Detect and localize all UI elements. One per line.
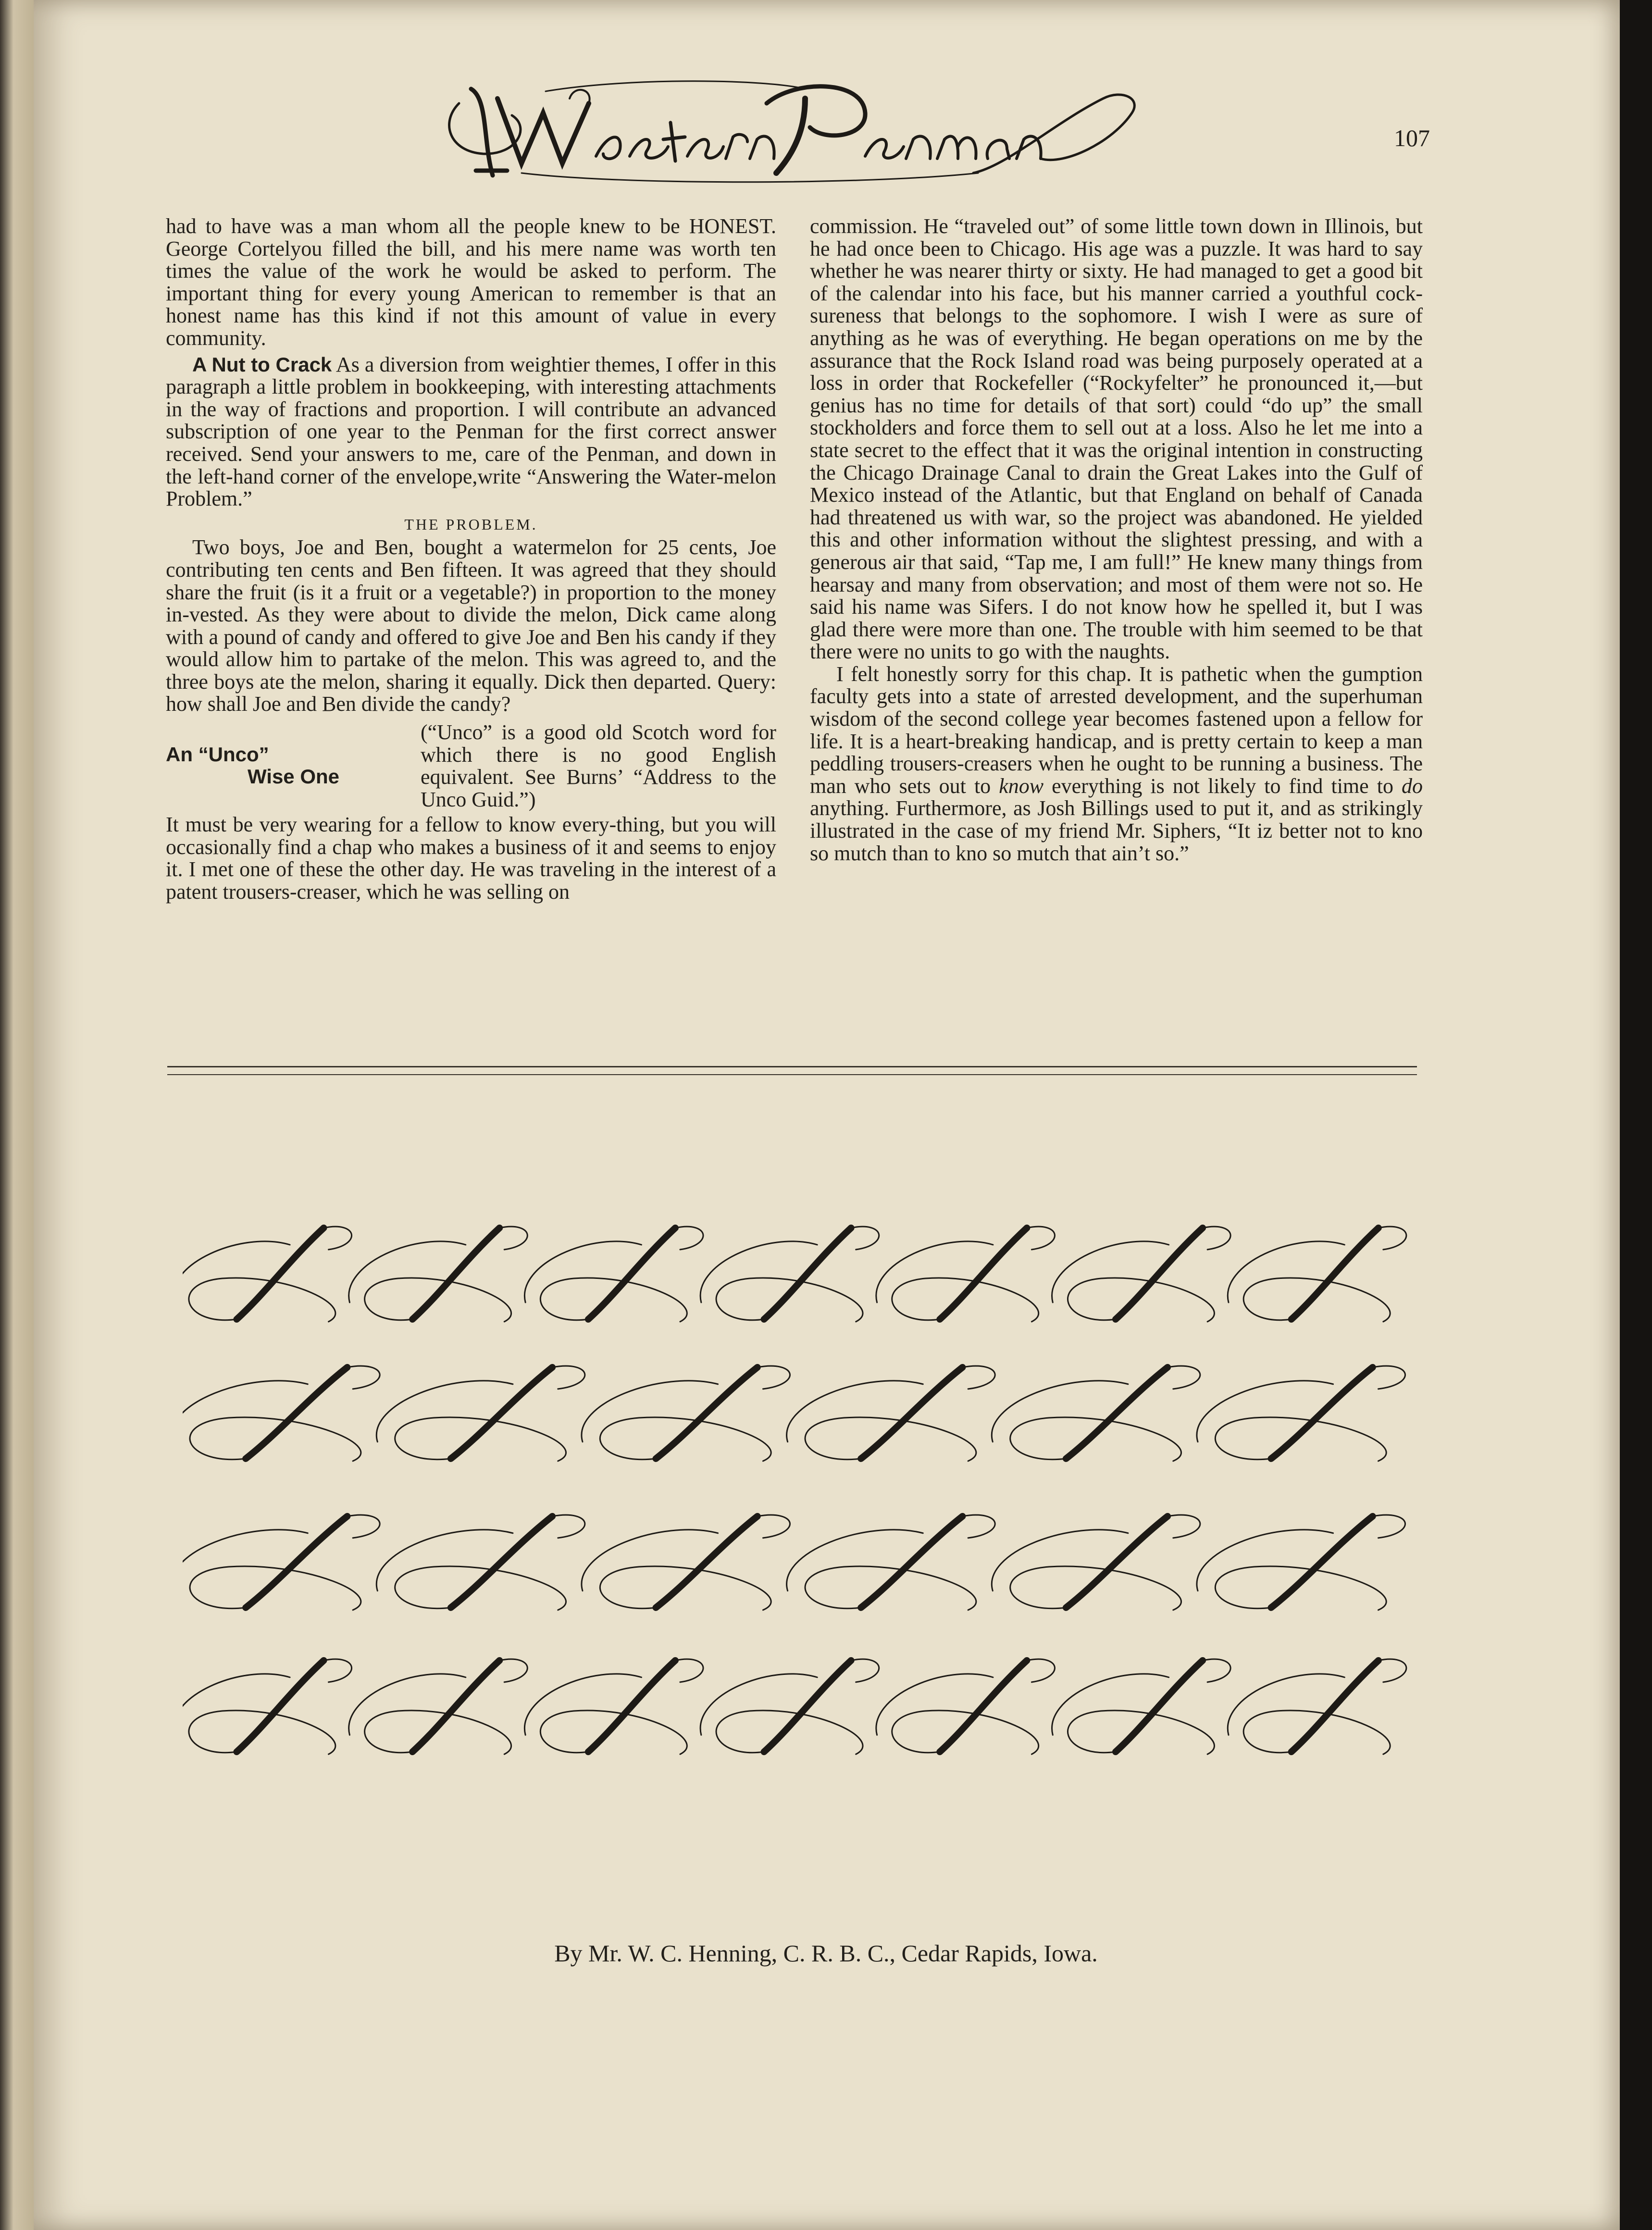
capital-x — [876, 1659, 1055, 1754]
left-column — [166, 215, 776, 903]
masthead-logo — [430, 70, 1156, 195]
nut-heading: A Nut to Crack — [192, 353, 332, 376]
capital-u — [349, 1659, 528, 1754]
nut-text: As a diversion from weightier themes, I offer in this paragraph a little problem in bookkeeping, with interesting attachments in the way of fractions and proportion. I will contribute an advanced subscription of one year to the Penman for the first correct answer received. Send your answers to me, care of the Penman, and down in the left-hand corner of the envelope,write “Answering the Water-melon Problem.” — [166, 352, 776, 511]
right-paragraph-2-b: everything is not likely to find time to — [1043, 774, 1402, 798]
unco-text: It must be very wearing for a fellow to know every-thing, but you will occasionally find a chap who makes a business of it and seems to enjoy it. I met one of these the other day. He was traveling in the interest of a patent trousers-creaser, which he was selling on — [166, 813, 776, 904]
capital-o — [376, 1515, 585, 1610]
binding-edge — [1620, 0, 1652, 2230]
capital-m — [1197, 1366, 1405, 1461]
unco-block — [166, 720, 776, 811]
capital-r — [992, 1515, 1200, 1610]
capital-y — [1052, 1659, 1231, 1754]
ornamental-capitals — [183, 1206, 1413, 1841]
capital-b — [349, 1226, 528, 1322]
capital-q — [787, 1515, 995, 1610]
capital-g — [1228, 1226, 1406, 1322]
right-paragraph-2 — [810, 663, 1423, 865]
problem-heading: THE PROBLEM. — [404, 515, 538, 533]
unco-heading-line2: Wise One — [248, 765, 340, 788]
capital-j — [582, 1366, 790, 1461]
unco-heading — [166, 743, 411, 788]
problem-text: Two boys, Joe and Ben, bought a watermelon for 25 cents, Joe contributing ten cents and Ben fifteen. It was agreed that they should share the fruit (is it a fruit or a vegetable?) in proportion to the money in-vested. As they were about to divide the melon, Dick came along with a pound of candy and offered to give Joe and Ben his candy if they would allow him to partake of the melon. This was agreed to, and the three boys ate the melon, sharing it equally. Dick then departed. Query: how shall Joe and Ben divide the candy? — [166, 535, 776, 716]
right-column — [810, 215, 1423, 865]
double-rule-divider — [167, 1066, 1417, 1075]
capital-d — [700, 1226, 879, 1322]
capital-z — [1228, 1659, 1406, 1754]
previous-page-edge — [0, 0, 34, 2230]
capital-h — [183, 1366, 380, 1461]
capital-k — [787, 1366, 995, 1461]
capital-e — [876, 1226, 1055, 1322]
page-number: 107 — [1394, 124, 1430, 151]
emphasis-do: do — [1402, 774, 1423, 798]
capital-f — [1052, 1226, 1231, 1322]
capital-w — [700, 1659, 879, 1754]
credit-line: By Mr. W. C. Henning, C. R. B. C., Cedar Rapids, Iowa. — [554, 1940, 1098, 1967]
capital-l — [992, 1366, 1200, 1461]
right-paragraph-1: commission. He “traveled out” of some little town down in Illinois, but he had once been to Chicago. His age was a puzzle. It was hard to say whether he was nearer thirty or sixty. He had managed to get a good bit of the calendar into his face, but his manner carried a youthful cock-sureness that belongs to the sophomore. I wish I were as sure of anything as he was of everything. He began operations on me by the assurance that the Rock Island road was being purposely operated at a loss in order that Rockefeller (“Rockyfelter” he pronounced it,—but genius has no time for details of that sort) could “do up” the small stockholders and force them to sell out at a loss. Also he let me into a state secret to the effect that it was the original intention in constructing the Chicago Drainage Canal to drain the Great Lakes into the Gulf of Mexico instead of the Atlantic, but that England on behalf of Canada had threatened us with war, so the project was abandoned. He yielded this and other information without the slightest pressing, and with a generous air that said, “Tap me, I am full!” He knew many things from hearsay and many from observation; and most of them were not so. He said his name was Sifers. I do not know how he spelled it, but I was glad there were more than one. The trouble with him seemed to be that there were no units to go with the naughts. — [810, 214, 1423, 664]
right-paragraph-2-a: I felt honestly sorry for this chap. It is pathetic when the gumption faculty gets into a state of arrested development, and the superhuman wisdom of the second college year becomes fastened upon a fellow for life. It is a heart-breaking handicap, and is pretty certain to keep a man peddling trousers-creasers when he ought to be running a business. The man who sets out to — [810, 662, 1423, 798]
capital-t — [183, 1659, 352, 1754]
capital-a — [183, 1226, 352, 1322]
emphasis-know: know — [999, 774, 1044, 798]
left-paragraph-1: had to have was a man whom all the people knew to be HONEST. George Cortelyou filled the bill, and his mere name was worth ten times the value of the work he would be asked to perform. The important thing for every young American to remember is that an honest name has this kind if not this amount of value in every community. — [166, 214, 776, 350]
capital-i — [376, 1366, 585, 1461]
capital-v — [524, 1659, 703, 1754]
unco-note: (“Unco” is a good old Scotch word for which there is no good English equivalent. See Burns’ “Address to the Unco Guid.”) — [421, 720, 776, 811]
capital-s — [1197, 1515, 1405, 1610]
right-paragraph-2-c: anything. Furthermore, as Josh Billings used to put it, and as strikingly illustrated in the case of my friend Mr. Siphers, “It iz better not to kno so mutch than to kno so mutch that ain’t so.” — [810, 796, 1423, 865]
capital-c — [524, 1226, 703, 1322]
unco-heading-line1: An “Unco” — [166, 743, 269, 766]
nut-paragraph — [166, 354, 776, 510]
capital-p — [582, 1515, 790, 1610]
capital-n — [183, 1515, 380, 1610]
